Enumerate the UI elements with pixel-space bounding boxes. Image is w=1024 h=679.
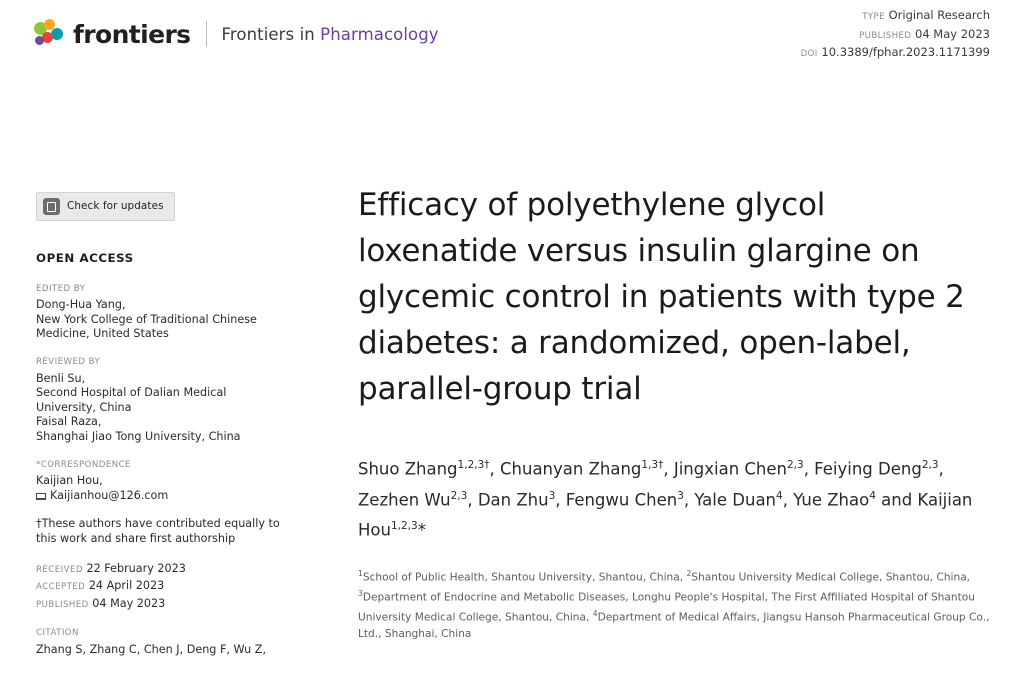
page-title: Efficacy of polyethylene glycol loxenatide versus insulin glargine on glycemic control in patients with type 2 diabetes: a randomized, open-label, parallel-group trial	[358, 187, 965, 407]
journal-name-prefix: Frontiers in	[221, 24, 321, 44]
affiliation-list: $^1$School of Public Health, Shantou University, Shantou, China, $^2$Shantou University Medical College, Shantou, China, $^3$Department of Endocrine and Metabolic Diseases, Longhu People's Hospital, The First Affiliated Hospital of Shantou University Medical College, Shantou, China, $^4$Department of Medical Affairs, Jiangsu Hansoh Pharmaceutical Group Co., Ltd., Shanghai, China	[358, 568, 990, 640]
dates-block	[36, 561, 286, 614]
check-for-updates-button[interactable]	[36, 192, 175, 221]
received-label: RECEIVED	[36, 564, 83, 575]
article-header	[358, 182, 990, 642]
masthead	[34, 14, 439, 54]
article-type-row	[801, 7, 990, 26]
article-published-row	[801, 26, 990, 45]
correspondence-block	[36, 458, 286, 504]
frontiers-logo-icon	[34, 19, 64, 49]
edited-by-line: New York College of Traditional Chinese	[36, 312, 257, 326]
article-published-value: 04 May 2023	[915, 26, 990, 41]
article-meta	[801, 7, 990, 63]
article-published-label: PUBLISHED	[859, 30, 912, 41]
edited-by-label: EDITED BY	[36, 283, 86, 294]
reviewed-by-line: Faisal Raza,	[36, 415, 102, 429]
correspondence-email-row[interactable]	[36, 489, 286, 504]
citation-label: CITATION	[36, 628, 79, 638]
crossmark-icon	[43, 198, 60, 215]
published-label: PUBLISHED	[36, 599, 89, 610]
received-value: 22 February 2023	[86, 561, 186, 575]
left-sidebar	[36, 192, 286, 670]
frontiers-wordmark: frontiers	[73, 19, 191, 49]
reviewed-by-line: University, China	[36, 400, 132, 414]
article-doi-row	[801, 44, 990, 63]
article-doi-value[interactable]: 10.3389/fphar.2023.1171399	[821, 45, 990, 59]
open-access-badge: OPEN ACCESS	[36, 251, 134, 265]
published-value: 04 May 2023	[92, 596, 166, 610]
accepted-value: 24 April 2023	[88, 579, 165, 592]
envelope-icon	[36, 493, 46, 500]
correspondence-name: Kaijian Hou,	[36, 474, 103, 488]
journal-name-accent: Pharmacology	[320, 24, 439, 44]
citation-block	[36, 626, 286, 657]
correspondence-email[interactable]: Kaijianhou@126.com	[50, 488, 169, 502]
equal-contribution-note: †These authors have contributed equally to this work and share first authorship	[36, 517, 280, 545]
article-type-value: Original Research	[888, 8, 990, 22]
article-doi-label: DOI	[800, 49, 818, 59]
reviewed-by-block	[36, 355, 286, 445]
check-for-updates-label: Check for updates	[67, 200, 164, 213]
reviewed-by-label: REVIEWED BY	[36, 356, 101, 367]
accepted-row	[36, 578, 286, 596]
received-row	[36, 561, 286, 579]
reviewed-by-line: Benli Su,	[36, 371, 86, 385]
edited-by-block	[36, 282, 286, 342]
article-type-label: TYPE	[862, 12, 885, 22]
reviewed-by-line: Shanghai Jiao Tong University, China	[36, 429, 241, 443]
author-list: Shuo Zhang$^{1,2,3\dagger}$, Chuanyan Zhang$^{1,3\dagger}$, Jingxian Chen$^{2,3}$, Feiying Deng$^{2,3}$, Zezhen Wu$^{2,3}$, Dan Zhu$^3$, Fengwu Chen$^3$, Yale Duan$^4$, Yue Zhao$^4$ and Kaijian Hou$^{1,2,3}$*	[358, 459, 973, 540]
accepted-label: ACCEPTED	[36, 582, 86, 592]
citation-line: Zhang S, Zhang C, Chen J, Deng F, Wu Z,	[36, 642, 267, 656]
masthead-divider	[206, 21, 207, 47]
journal-name	[221, 25, 438, 44]
correspondence-label: *CORRESPONDENCE	[36, 459, 131, 470]
reviewed-by-line: Second Hospital of Dalian Medical	[36, 386, 227, 400]
edited-by-line: Medicine, United States	[36, 327, 169, 341]
published-row	[36, 596, 286, 614]
edited-by-line: Dong-Hua Yang,	[36, 298, 126, 312]
